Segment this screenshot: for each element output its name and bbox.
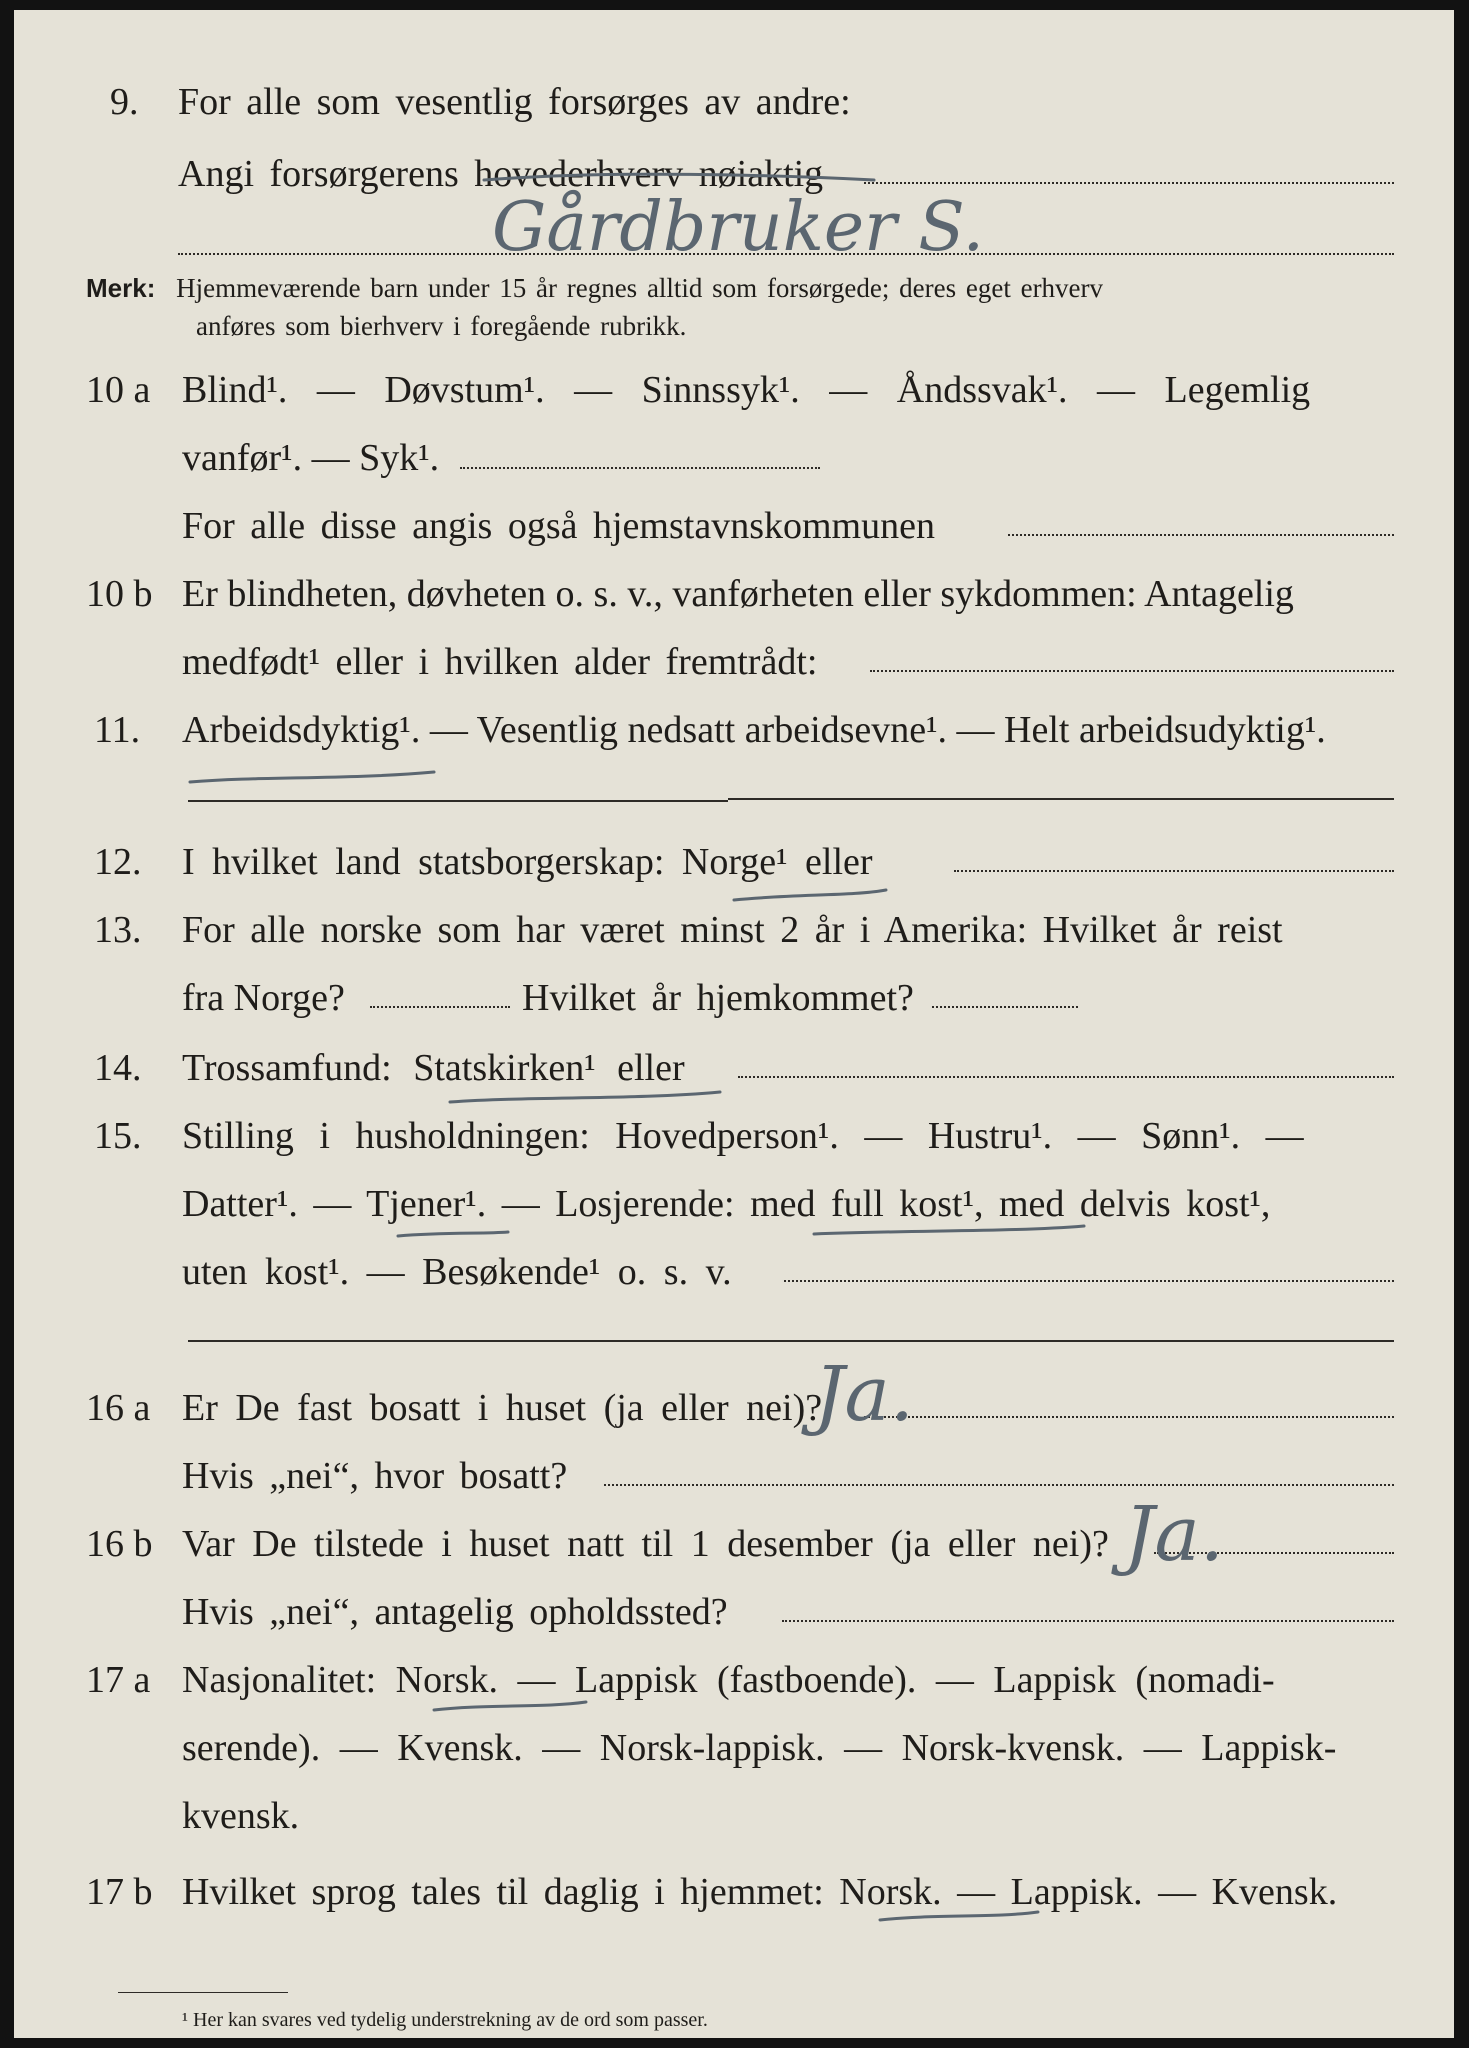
q10a-line2: vanfør¹. — Syk¹. [182, 437, 440, 479]
q13-number: 13. [94, 909, 142, 951]
q10b-answer-line [870, 670, 1394, 672]
q9-number: 9. [110, 81, 139, 123]
merk-note [86, 272, 1406, 304]
q11-rule-left [188, 800, 728, 802]
q9-answer-line [864, 182, 1394, 184]
footnote-rule [118, 1992, 288, 1993]
q16b-line1: Var De tilstede i huset natt til 1 desember (ja eller nei)? [182, 1523, 1109, 1565]
q13-line2a: fra Norge? [182, 977, 345, 1019]
q13-line1: For alle norske som har været minst 2 år i Amerika: Hvilket år reist [182, 909, 1283, 951]
q14-number: 14. [94, 1047, 142, 1089]
q16a-answer-line [864, 1416, 1394, 1418]
q9-answer-line-2 [178, 253, 1394, 255]
q16a-line1: Er De fast bosatt i huset (ja eller nei)? [182, 1387, 823, 1429]
q16a-handwritten-answer: Ja. [814, 1349, 914, 1438]
q11-rule-right [728, 798, 1394, 800]
q10a-hjemstavn-line [1008, 534, 1394, 536]
q17a-line1: Nasjonalitet: Norsk. — Lappisk (fastboende). — Lappisk (nomadi- [182, 1659, 1275, 1701]
footnote: ¹ Her kan svares ved tydelig understrekning av de ord som passer. [182, 2009, 708, 2031]
q17b-number: 17 b [86, 1871, 153, 1913]
q17a-number: 17 a [86, 1659, 151, 1701]
q9-line1: For alle som vesentlig forsørges av andre: [178, 81, 851, 123]
q16b-number: 16 b [86, 1523, 153, 1565]
q15-line2: Datter¹. — Tjener¹. — Losjerende: med full kost¹, med delvis kost¹, [182, 1183, 1271, 1225]
census-form-page [14, 10, 1454, 2038]
q15-underline-full-kost [814, 1226, 1084, 1234]
q16b-answer-line [1154, 1552, 1394, 1554]
q10a-number: 10 a [86, 369, 151, 411]
q16b-line2: Hvis „nei“, antagelig opholdssted? [182, 1591, 728, 1633]
q11-underline [190, 772, 434, 782]
q10b-line1: Er blindheten, døvheten o. s. v., vanførheten eller sykdommen: Antagelig [182, 573, 1294, 615]
q10a-answer-line [460, 467, 820, 469]
q17a-line3: kvensk. [182, 1795, 300, 1837]
q16a-number: 16 a [86, 1387, 151, 1429]
q16a-line2: Hvis „nei“, hvor bosatt? [182, 1455, 568, 1497]
q11-line1: Arbeidsdyktig¹. — Vesentlig nedsatt arbeidsevne¹. — Helt arbeidsudyktig¹. [182, 709, 1326, 751]
q15-line1: Stilling i husholdningen: Hovedperson¹. — Hustru¹. — Sønn¹. — [182, 1115, 1304, 1157]
q14-line1: Trossamfund: Statskirken¹ eller [182, 1047, 685, 1089]
q15-line3: uten kost¹. — Besøkende¹ o. s. v. [182, 1251, 732, 1293]
q16a-bosatt-line [604, 1484, 1394, 1486]
q15-rule [188, 1340, 1394, 1342]
q10a-line1: Blind¹. — Døvstum¹. — Sinnssyk¹. — Åndssvak¹. — Legemlig [182, 369, 1311, 411]
merk-label: Merk: [86, 273, 156, 303]
q14-underline [450, 1092, 720, 1102]
q10b-number: 10 b [86, 573, 153, 615]
q15-underline-tjener [398, 1232, 508, 1236]
merk-line1: Hjemmeværende barn under 15 år regnes alltid som forsørgede; deres eget erhverv [176, 273, 1104, 303]
q11-number: 11. [94, 709, 141, 751]
q14-answer-line [738, 1076, 1394, 1078]
q9-handwritten-answer: Gårdbruker S. [492, 188, 985, 267]
merk-line2: anføres som bierhverv i foregående rubrikk. [196, 311, 687, 341]
q13-hjemkommet-line [932, 1006, 1078, 1008]
q12-answer-line [954, 870, 1394, 872]
q13-line2b: Hvilket år hjemkommet? [522, 977, 914, 1019]
q10a-line3: For alle disse angis også hjemstavnskommunen [182, 505, 935, 547]
q9-line2: Angi forsørgerens hovederhverv nøiaktig [178, 153, 824, 195]
q10b-line2: medfødt¹ eller i hvilken alder fremtrådt: [182, 641, 818, 683]
q15-answer-line [784, 1280, 1394, 1282]
q13-reist-line [370, 1006, 510, 1008]
q12-underline [734, 890, 886, 900]
q17a-line2: serende). — Kvensk. — Norsk-lappisk. — Norsk-kvensk. — Lappisk- [182, 1727, 1337, 1769]
q17a-underline [434, 1702, 586, 1710]
q12-line1: I hvilket land statsborgerskap: Norge¹ eller [182, 841, 873, 883]
q16b-opholdssted-line [782, 1620, 1394, 1622]
q15-number: 15. [94, 1115, 142, 1157]
q12-number: 12. [94, 841, 142, 883]
q16b-handwritten-answer: Ja. [1124, 1489, 1224, 1578]
q17b-line1: Hvilket sprog tales til daglig i hjemmet: Norsk. — Lappisk. — Kvensk. [182, 1871, 1338, 1913]
